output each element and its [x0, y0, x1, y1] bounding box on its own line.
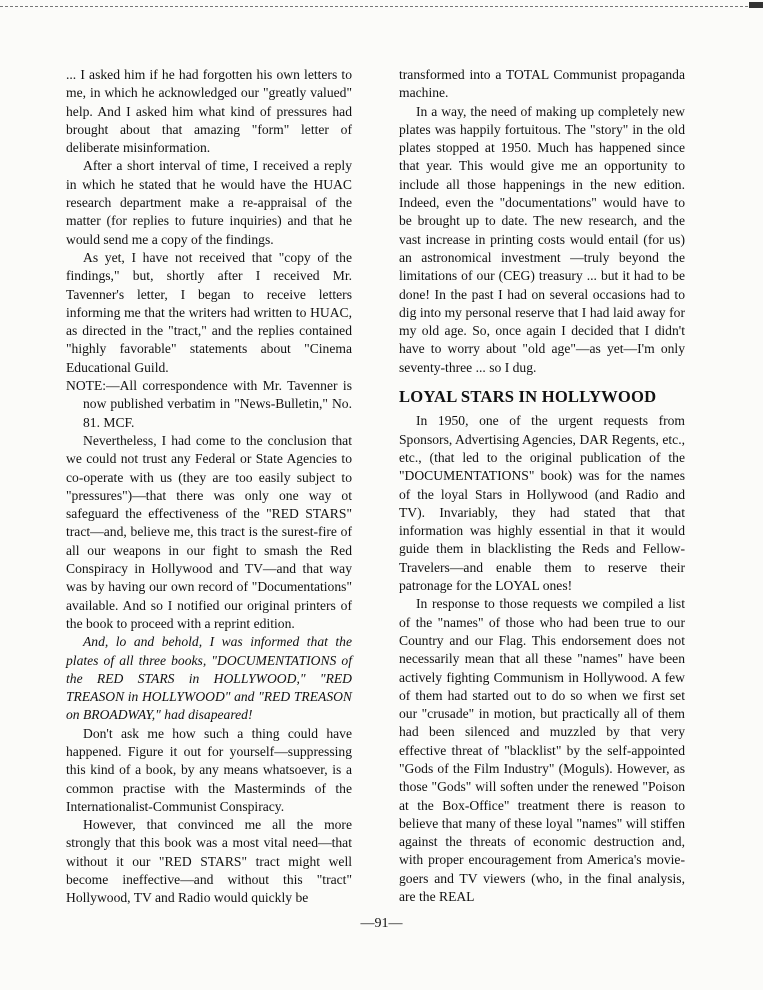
paragraph: As yet, I have not received that "copy of the findings," but, shortly after I received Mr. Tavenner's letter, I began to receive letters informing me that the writers had written to HUAC, as directed in the "tract," and the replies contained "highly favorable" statements about "Cinema Educational Guild.: [66, 249, 352, 375]
paragraph: In a way, the need of making up completely new plates was happily fortuitous. The "story" in the old plates stopped at 1950. Much has happened since that year. This would give me an opportunity to include all those happenings in the new edition. Indeed, even the "documentations" would have to be brought up to date. The new research, and the vast increase in printing costs would entail (for us) an astronomical investment —truly beyond the limitations of our (CEG) treasury ... but it had to be done! In the past I had on several occasions had to dig into my personal reserve that I had laid away for my old age. So, once again I decided that I didn't have to worry about "old age"—as yet—I'm only seventy-three ... so I dug.: [399, 103, 685, 375]
section-heading: LOYAL STARS IN HOLLYWOOD: [399, 387, 657, 407]
paragraph: In response to those requests we compiled a list of the "names" of those who had been true to our Country and our Flag. This endorsement does not necessarily mean that all these "names" have been actively fighting Communism in Hollywood. A few of them had started out to do so when we first set our "crusade" in motion, but practically all of them had been silenced and muzzled by that very effective threat of "blacklist" by the self-appointed "Gods of the Film Industry" (Moguls). However, as those "Gods" will soften under the renewed "Poison at the Box-Office" treatment there is reason to believe that many of these loyal "names" will stiffen against the threats of economic destruction and, with proper encouragement from America's movie-goers and TV viewers (who, in the final analysis, are the REAL: [399, 596, 685, 905]
paragraph: However, that convinced me all the more strongly that this book was a most vital need—that without it our "RED STARS" tract might well become ineffective—and without this "tract" Hollywood, TV and Radio would quickly be: [66, 817, 352, 906]
paragraph: transformed into a TOTAL Communist propaganda machine.: [399, 67, 685, 101]
editor-note: NOTE:—All correspondence with Mr. Tavenner is now published verbatim in "News-Bulletin," No. 81. MCF.: [66, 378, 352, 430]
right-column: [399, 66, 685, 906]
paragraph: Nevertheless, I had come to the conclusion that we could not trust any Federal or State Agencies to co-operate with us (they are too easily subject to "pressures")—that there was only one way ot safeguard the effectiveness of the "RED STARS" tract—and, believe me, this tract is the surest-fire of all our weapons in our fight to smash the Red Conspiracy in Hollywood and TV—and that way was by having our own record of "Documentations" available. And so I notified our original printers of the book to proceed with a reprint edition.: [66, 432, 352, 631]
scan-top-rule: [0, 6, 763, 7]
paragraph: In 1950, one of the urgent requests from Sponsors, Advertising Agencies, DAR Regents, etc., etc., (that led to the original publication of the "DOCUMENTATIONS" book) was for the names of the loyal Stars in Hollywood (and Radio and TV). Invariably, they had stated that that information was highly essential in that it would guide them in blacklisting the Reds and Fellow-Travelers—and enable them to reserve their patronage for the LOYAL ones!: [399, 413, 685, 594]
paragraph: ... I asked him if he had forgotten his own letters to me, in which he acknowledged our "greatly valued" help. And I asked him what kind of pressures had brought about that amazing "form" letter of deliberate misinformation.: [66, 67, 352, 156]
paragraph: And, lo and behold, I was informed that the plates of all three books, "DOCUMENTATIONS of the RED STARS in HOLLYWOOD," "RED TREASON in HOLLYWOOD" and "RED TREASON on BROADWAY," had disapeared!: [66, 634, 352, 723]
page-number: —91—: [360, 916, 403, 931]
paragraph: After a short interval of time, I received a reply in which he stated that he would have the HUAC research department make a re-appraisal of the matter (for replies to future inquiries) and that he would send me a copy of the findings.: [66, 158, 352, 247]
left-column: [66, 66, 352, 908]
paragraph: Don't ask me how such a thing could have happened. Figure it out for yourself—suppressing this kind of a book, by any means whatsoever, is a common practise with the Masterminds of the Internationalist-Communist Conspiracy.: [66, 725, 352, 814]
scan-corner-mark: [749, 2, 763, 8]
